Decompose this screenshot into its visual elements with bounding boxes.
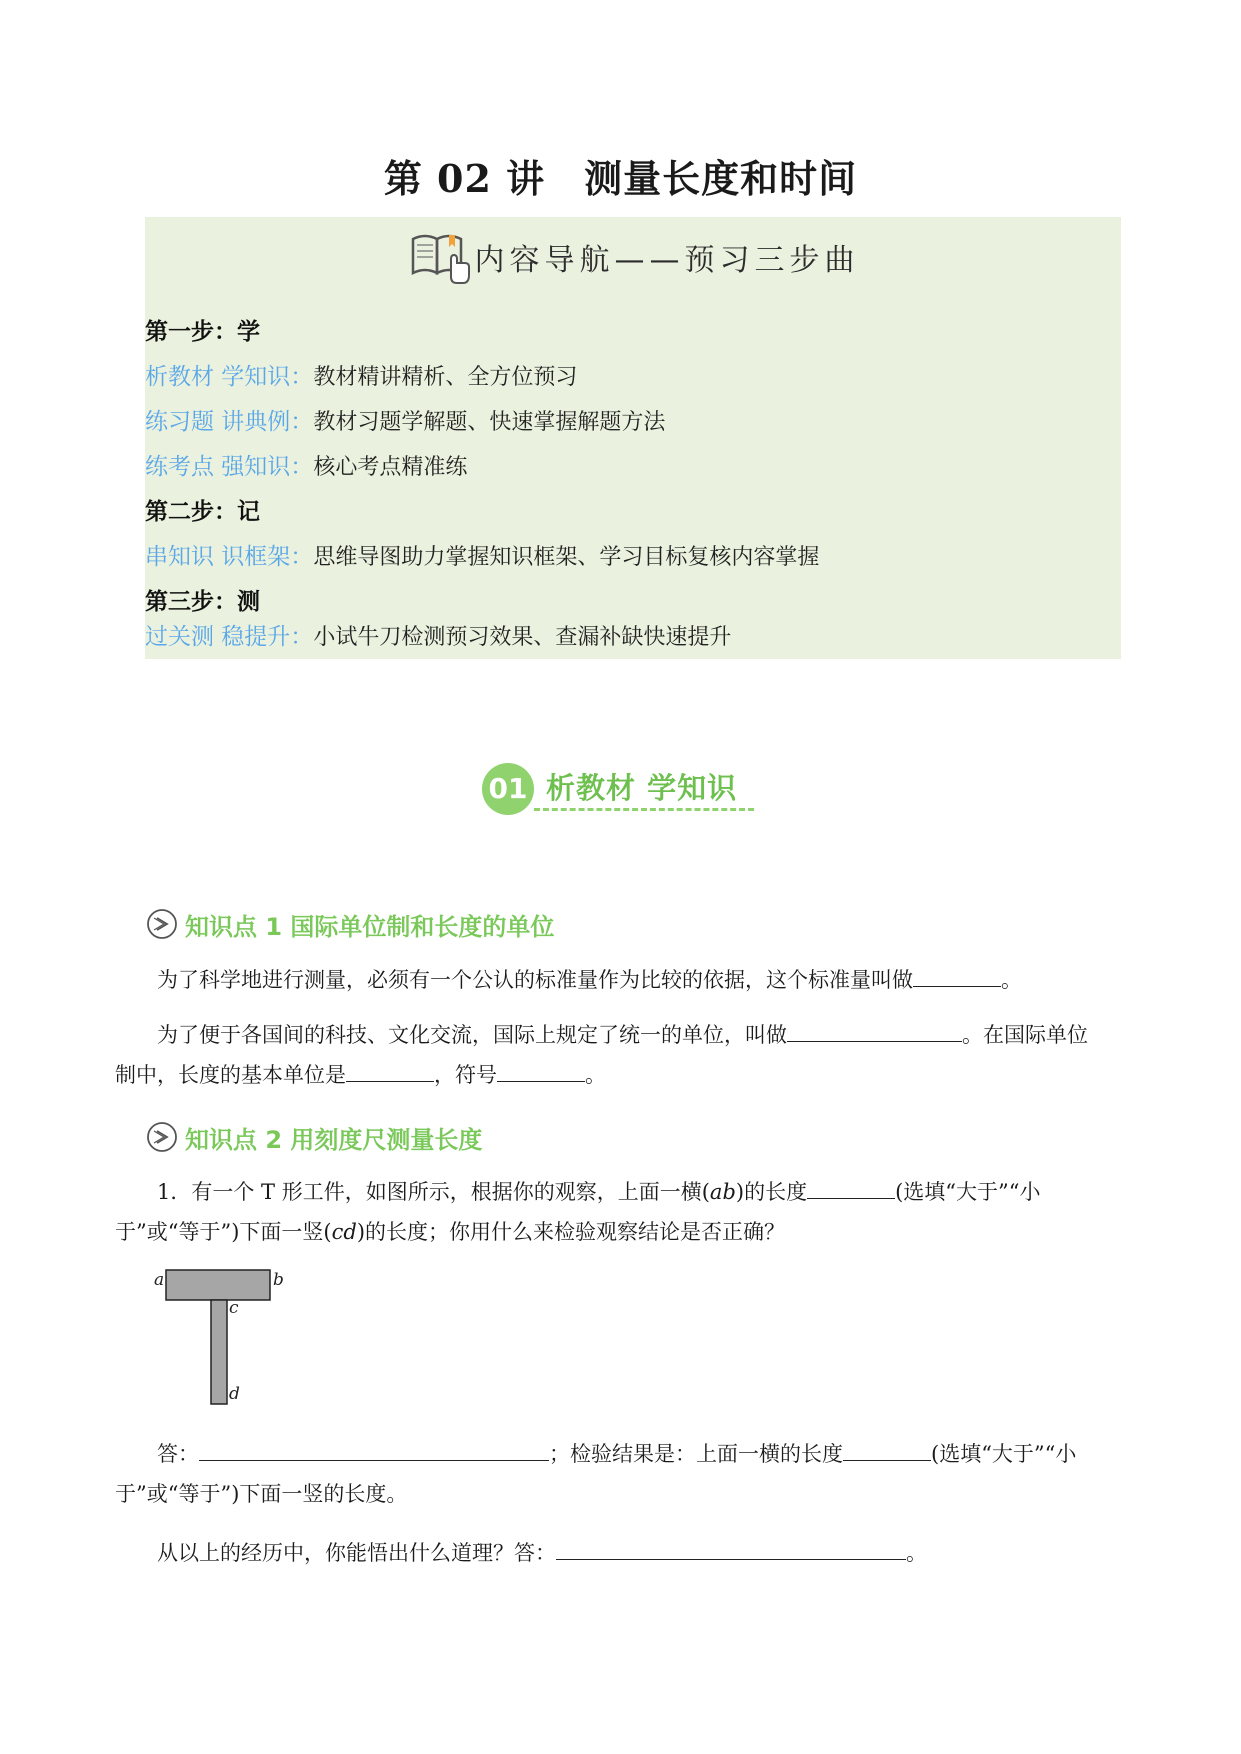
nav-item-desc: 核心考点精准练: [313, 455, 468, 480]
nav-item-desc: 教材精讲精析、全方位预习: [313, 365, 578, 390]
label-b: b: [273, 1270, 284, 1290]
t-shaped-workpiece-figure: [150, 1268, 290, 1422]
label-c: c: [229, 1298, 239, 1318]
nav-step-1: 第一步：学: [145, 318, 260, 345]
knowledge-point-2-heading: [145, 1117, 482, 1157]
kp2-question-1: 1．有一个 T 形工件，如图所示，根据你的观察，上面一横(ab)的长度 (选填“大于”“小 于”或“等于”)下面一竖(cd)的长度；你用什么来检验观察结论是否正确？: [115, 1172, 1121, 1252]
section-underline: [534, 808, 754, 811]
nav-item-desc: 小试牛刀检测预习效果、查漏补缺快速提升: [313, 625, 732, 650]
section-title: 析教材 学知识: [546, 771, 738, 805]
t-shape-drawing: [150, 1268, 290, 1418]
nav-item-key: 练习题 讲典例：: [145, 409, 314, 435]
fill-blank[interactable]: [346, 1055, 434, 1082]
section-badge: [482, 758, 762, 818]
knowledge-point-title: 知识点 2 用刻度尺测量长度: [185, 1125, 483, 1154]
nav-step-3: 第三步：测: [145, 588, 260, 615]
nav-item-key: 析教材 学知识：: [145, 364, 314, 390]
nav-item-key: 练考点 强知识：: [145, 454, 314, 480]
nav-item-3: [145, 447, 467, 487]
fill-blank[interactable]: [787, 1015, 962, 1042]
nav-header: [145, 227, 1121, 287]
nav-step-2: 第二步：记: [145, 498, 260, 525]
nav-item-1: [145, 357, 577, 397]
nav-header-text: 内容导航——预习三步曲: [474, 243, 860, 278]
knowledge-point-1-heading: [145, 904, 554, 944]
label-d: d: [229, 1384, 240, 1404]
content-navigation-box: [145, 217, 1121, 659]
answer-blank[interactable]: [199, 1434, 549, 1461]
nav-item-2: [145, 402, 665, 442]
arrow-circle-icon: [145, 907, 179, 941]
nav-item-key: 串知识 识框架：: [145, 544, 314, 570]
page-title: 第 02 讲 测量长度和时间: [383, 156, 858, 201]
arrow-circle-icon: [145, 1120, 179, 1154]
nav-item-5: [145, 617, 731, 657]
nav-item-desc: 教材习题学解题、快速掌握解题方法: [313, 410, 666, 435]
kp2-answer: 答： ；检验结果是：上面一横的长度 (选填“大于”“小 于”或“等于”)下面一竖的长度。: [115, 1434, 1121, 1514]
kp1-paragraph-1: 为了科学地进行测量，必须有一个公认的标准量作为比较的依据，这个标准量叫做 。: [115, 960, 1163, 1000]
nav-item-key: 过关测 稳提升：: [145, 624, 314, 650]
fill-blank[interactable]: [913, 960, 1001, 987]
nav-item-4: [145, 537, 819, 577]
answer-blank[interactable]: [556, 1533, 906, 1560]
fill-blank[interactable]: [807, 1172, 895, 1199]
knowledge-point-title: 知识点 1 国际单位制和长度的单位: [185, 912, 555, 941]
kp2-reflection: 从以上的经历中，你能悟出什么道理？答： 。: [115, 1533, 1163, 1573]
fill-blank[interactable]: [497, 1055, 585, 1082]
fill-blank[interactable]: [843, 1434, 931, 1461]
kp1-paragraph-2: 为了便于各国间的科技、文化交流，国际上规定了统一的单位，叫做 。在国际单位 制中，长度的基本单位是 ，符号 。: [115, 1015, 1121, 1095]
label-a: a: [154, 1270, 165, 1290]
book-pointer-icon: [407, 229, 471, 285]
nav-item-desc: 思维导图助力掌握知识框架、学习目标复核内容掌握: [313, 545, 820, 570]
section-number: 01: [482, 763, 534, 815]
